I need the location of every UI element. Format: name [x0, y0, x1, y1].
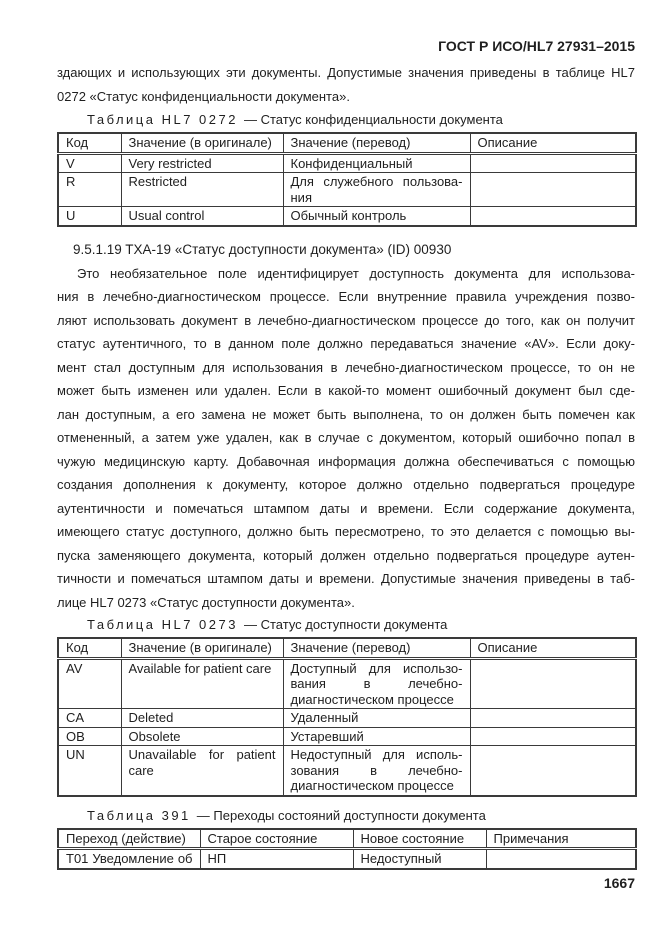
table-cell — [470, 173, 636, 207]
table-cell: Restricted — [121, 173, 283, 207]
table-row — [58, 849, 636, 869]
table-cell — [470, 746, 636, 796]
column-header: Новое состояние — [353, 829, 486, 849]
table-cell — [470, 727, 636, 746]
column-header: Значение (в оригинале) — [121, 638, 283, 658]
table-cell: Usual control — [121, 207, 283, 226]
table-cell — [470, 207, 636, 226]
text-line: ляют использовать документ в лечебно-диагностическом процессе до того, как он получит — [57, 312, 635, 328]
text-line: лице HL7 0273 «Статус доступности документа». — [57, 594, 355, 610]
text-line: ния в лечебно-диагностическом процессе. Если внутренние правила учреждения позво- — [57, 289, 635, 304]
text-line: лан доступным, а его замена не может быть выполнена, то он должен быть помечен как — [57, 406, 635, 422]
section-heading: 9.5.1.19 TXA-19 «Статус доступности документа» (ID) 00930 — [73, 241, 452, 257]
availability-status-table — [57, 637, 637, 797]
table-cell: Устаревший — [283, 727, 470, 746]
text-line: тичности и помечаться штампом даты и времени. Допустимые значения приведены в таб- — [57, 571, 635, 586]
table-cell: U — [58, 207, 121, 226]
table-cell: CA — [58, 709, 121, 728]
table-cell — [486, 849, 636, 869]
column-header: Старое состояние — [200, 829, 353, 849]
table-caption-title: — Статус доступности документа — [243, 617, 448, 632]
table-cell: OB — [58, 727, 121, 746]
text-line: 0272 «Статус конфиденциальности документа». — [57, 88, 350, 104]
table-cell — [470, 658, 636, 709]
text-line: Это необязательное поле идентифицирует доступность документа для использова- — [77, 265, 635, 281]
confidentiality-status-table — [57, 132, 637, 227]
text-line: здающих и использующих эти документы. Допустимые значения приведены в таблице HL7 — [57, 65, 635, 80]
text-line: Недоступный для исполь- — [290, 747, 463, 762]
table-row — [58, 658, 636, 709]
text-line: аутентичности и помечаться штампом даты и времени. Если содержание документа, — [57, 500, 635, 516]
table-cell — [283, 658, 470, 709]
table-0273-caption — [87, 617, 635, 632]
column-header: Значение (перевод) — [283, 638, 470, 658]
text-line: мент стал доступным для использования в лечебно-диагностическом процессе, то он не — [57, 359, 635, 375]
running-header: ГОСТ Р ИСО/HL7 27931–2015 — [438, 38, 635, 54]
table-cell: Obsolete — [121, 727, 283, 746]
text-line: ния — [290, 189, 312, 205]
section-paragraph — [57, 262, 635, 615]
table-0272-caption — [87, 112, 635, 127]
text-line: отмененный, а затем уже удален, как в случае с документом, который ошибочно попал в — [57, 430, 635, 445]
table-cell: AV — [58, 658, 121, 709]
text-line: чужую медицинскую карту. Добавочная информация должна обеспечиваться с помощью — [57, 453, 635, 469]
text-line: может быть изменен или удален. Если в какой-то момент ошибочный документ был сде- — [57, 383, 635, 398]
text-line: Для служебного пользова- — [290, 174, 463, 189]
text-line: диагностическом процессе — [290, 778, 454, 793]
table-caption-title: — Статус конфиденциальности документа — [243, 112, 503, 127]
table-row — [58, 709, 636, 728]
table-cell: Удаленный — [283, 709, 470, 728]
table-cell — [283, 746, 470, 796]
text-line: статус аутентичного, то в данном поле должно передаваться значение «AV». Если доку- — [57, 336, 635, 351]
text-line: Unavailable for patient — [128, 747, 276, 762]
text-line: создания дополнения к документу, которое должно отдельно подвергаться процедуре — [57, 477, 635, 492]
text-line: вания в лечебно- — [290, 676, 463, 691]
table-row — [58, 727, 636, 746]
table-row — [58, 173, 636, 207]
column-header: Значение (перевод) — [283, 133, 470, 153]
column-header: Переход (действие) — [58, 829, 200, 849]
table-cell: Конфиденциальный — [283, 153, 470, 173]
table-cell: НП — [200, 849, 353, 869]
table-cell: Available for patient care — [121, 658, 283, 709]
table-row — [58, 153, 636, 173]
table-cell: Very restricted — [121, 153, 283, 173]
text-line: зования в лечебно- — [290, 762, 463, 778]
state-transitions-table — [57, 828, 637, 870]
column-header: Код — [58, 638, 121, 658]
table-cell: Deleted — [121, 709, 283, 728]
column-header: Описание — [470, 133, 636, 153]
column-header: Описание — [470, 638, 636, 658]
table-391-caption — [87, 808, 635, 823]
table-caption-label: Таблица HL7 0273 — [87, 617, 238, 632]
table-cell — [470, 153, 636, 173]
table-cell: T01 Уведомление об — [58, 849, 200, 869]
table-row — [58, 207, 636, 226]
table-caption-label: Таблица HL7 0272 — [87, 112, 238, 127]
table-cell — [470, 709, 636, 728]
text-line: Доступный для использо- — [290, 660, 463, 676]
table-cell: Обычный контроль — [283, 207, 470, 226]
column-header: Значение (в оригинале) — [121, 133, 283, 153]
text-line: диагностическом процессе — [290, 691, 454, 707]
intro-paragraph — [57, 61, 635, 108]
table-cell: V — [58, 153, 121, 173]
table-header-row — [58, 133, 636, 153]
column-header: Примечания — [486, 829, 636, 849]
table-cell: UN — [58, 746, 121, 796]
table-caption-title: — Переходы состояний доступности документа — [196, 807, 486, 823]
table-header-row — [58, 829, 636, 849]
table-cell: R — [58, 173, 121, 207]
table-row — [58, 746, 636, 796]
table-caption-label: Таблица 391 — [87, 807, 191, 823]
table-cell — [283, 173, 470, 207]
page-number: 1667 — [603, 874, 635, 891]
table-cell — [121, 746, 283, 796]
table-cell: Недоступный — [353, 849, 486, 869]
column-header: Код — [58, 133, 121, 153]
table-header-row — [58, 638, 636, 658]
text-line: имеющего статус доступного, должно быть пересмотрено, то это делается с помощью вы- — [57, 524, 635, 539]
text-line: care — [128, 762, 154, 778]
text-line: пуска заменяющего документа, который должен отдельно подвергаться процедуре аутен- — [57, 547, 635, 563]
